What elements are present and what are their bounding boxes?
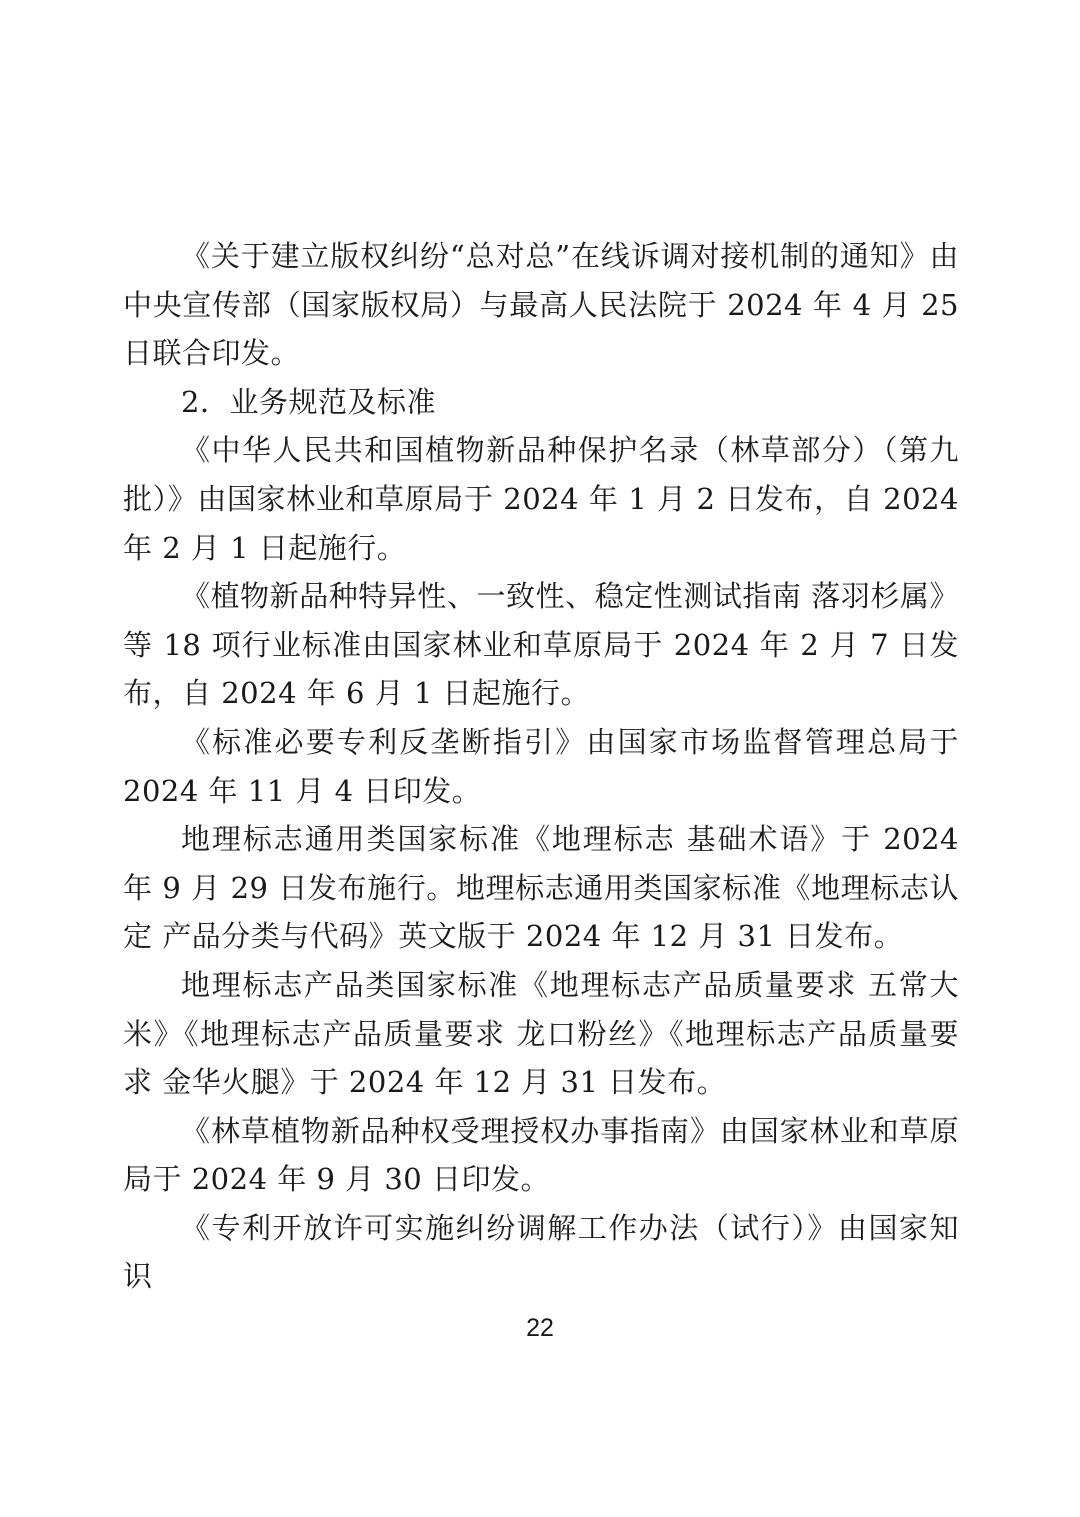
paragraph-copyright-notice: 《关于建立版权纠纷“总对总”在线诉调对接机制的通知》由中央宣传部（国家版权局）与最高人民法院于 2024 年 4 月 25 日联合印发。 (123, 239, 959, 371)
page-number: 22 (526, 1314, 554, 1342)
paragraph-plant-variety-list: 《中华人民共和国植物新品种保护名录（林草部分）（第九批）》由国家林业和草原局于 2024 年 1 月 2 日发布，自 2024 年 2 月 1 日起施行。 (123, 433, 959, 565)
paragraph-plant-testing-guide: 《植物新品种特异性、一致性、稳定性测试指南 落羽杉属》等 18 项行业标准由国家林业和草原局于 2024 年 2 月 7 日发布，自 2024 年 6 月 1 日起施行。 (123, 579, 959, 711)
paragraph-gi-product-standards: 地理标志产品类国家标准《地理标志产品质量要求 五常大米》《地理标志产品质量要求 龙口粉丝》《地理标志产品质量要求 金华火腿》于 2024 年 12 月 31 日发布。 (123, 967, 959, 1100)
paragraph-gi-general-standards: 地理标志通用类国家标准《地理标志 基础术语》于 2024 年 9 月 29 日发布施行。地理标志通用类国家标准《地理标志认定 产品分类与代码》英文版于 2024 年 12 月 31 日发布。 (123, 822, 959, 954)
body-text (123, 232, 959, 1301)
paragraph-sep-antitrust: 《标准必要专利反垄断指引》由国家市场监督管理总局于 2024 年 11 月 4 日印发。 (123, 724, 959, 808)
paragraph-forestry-guide: 《林草植物新品种权受理授权办事指南》由国家林业和草原局于 2024 年 9 月 30 日印发。 (123, 1113, 959, 1197)
section-heading-standards: 2．业务规范及标准 (181, 384, 436, 419)
paragraph-patent-license-mediation: 《专利开放许可实施纠纷调解工作办法（试行）》由国家知识 (123, 1210, 959, 1294)
